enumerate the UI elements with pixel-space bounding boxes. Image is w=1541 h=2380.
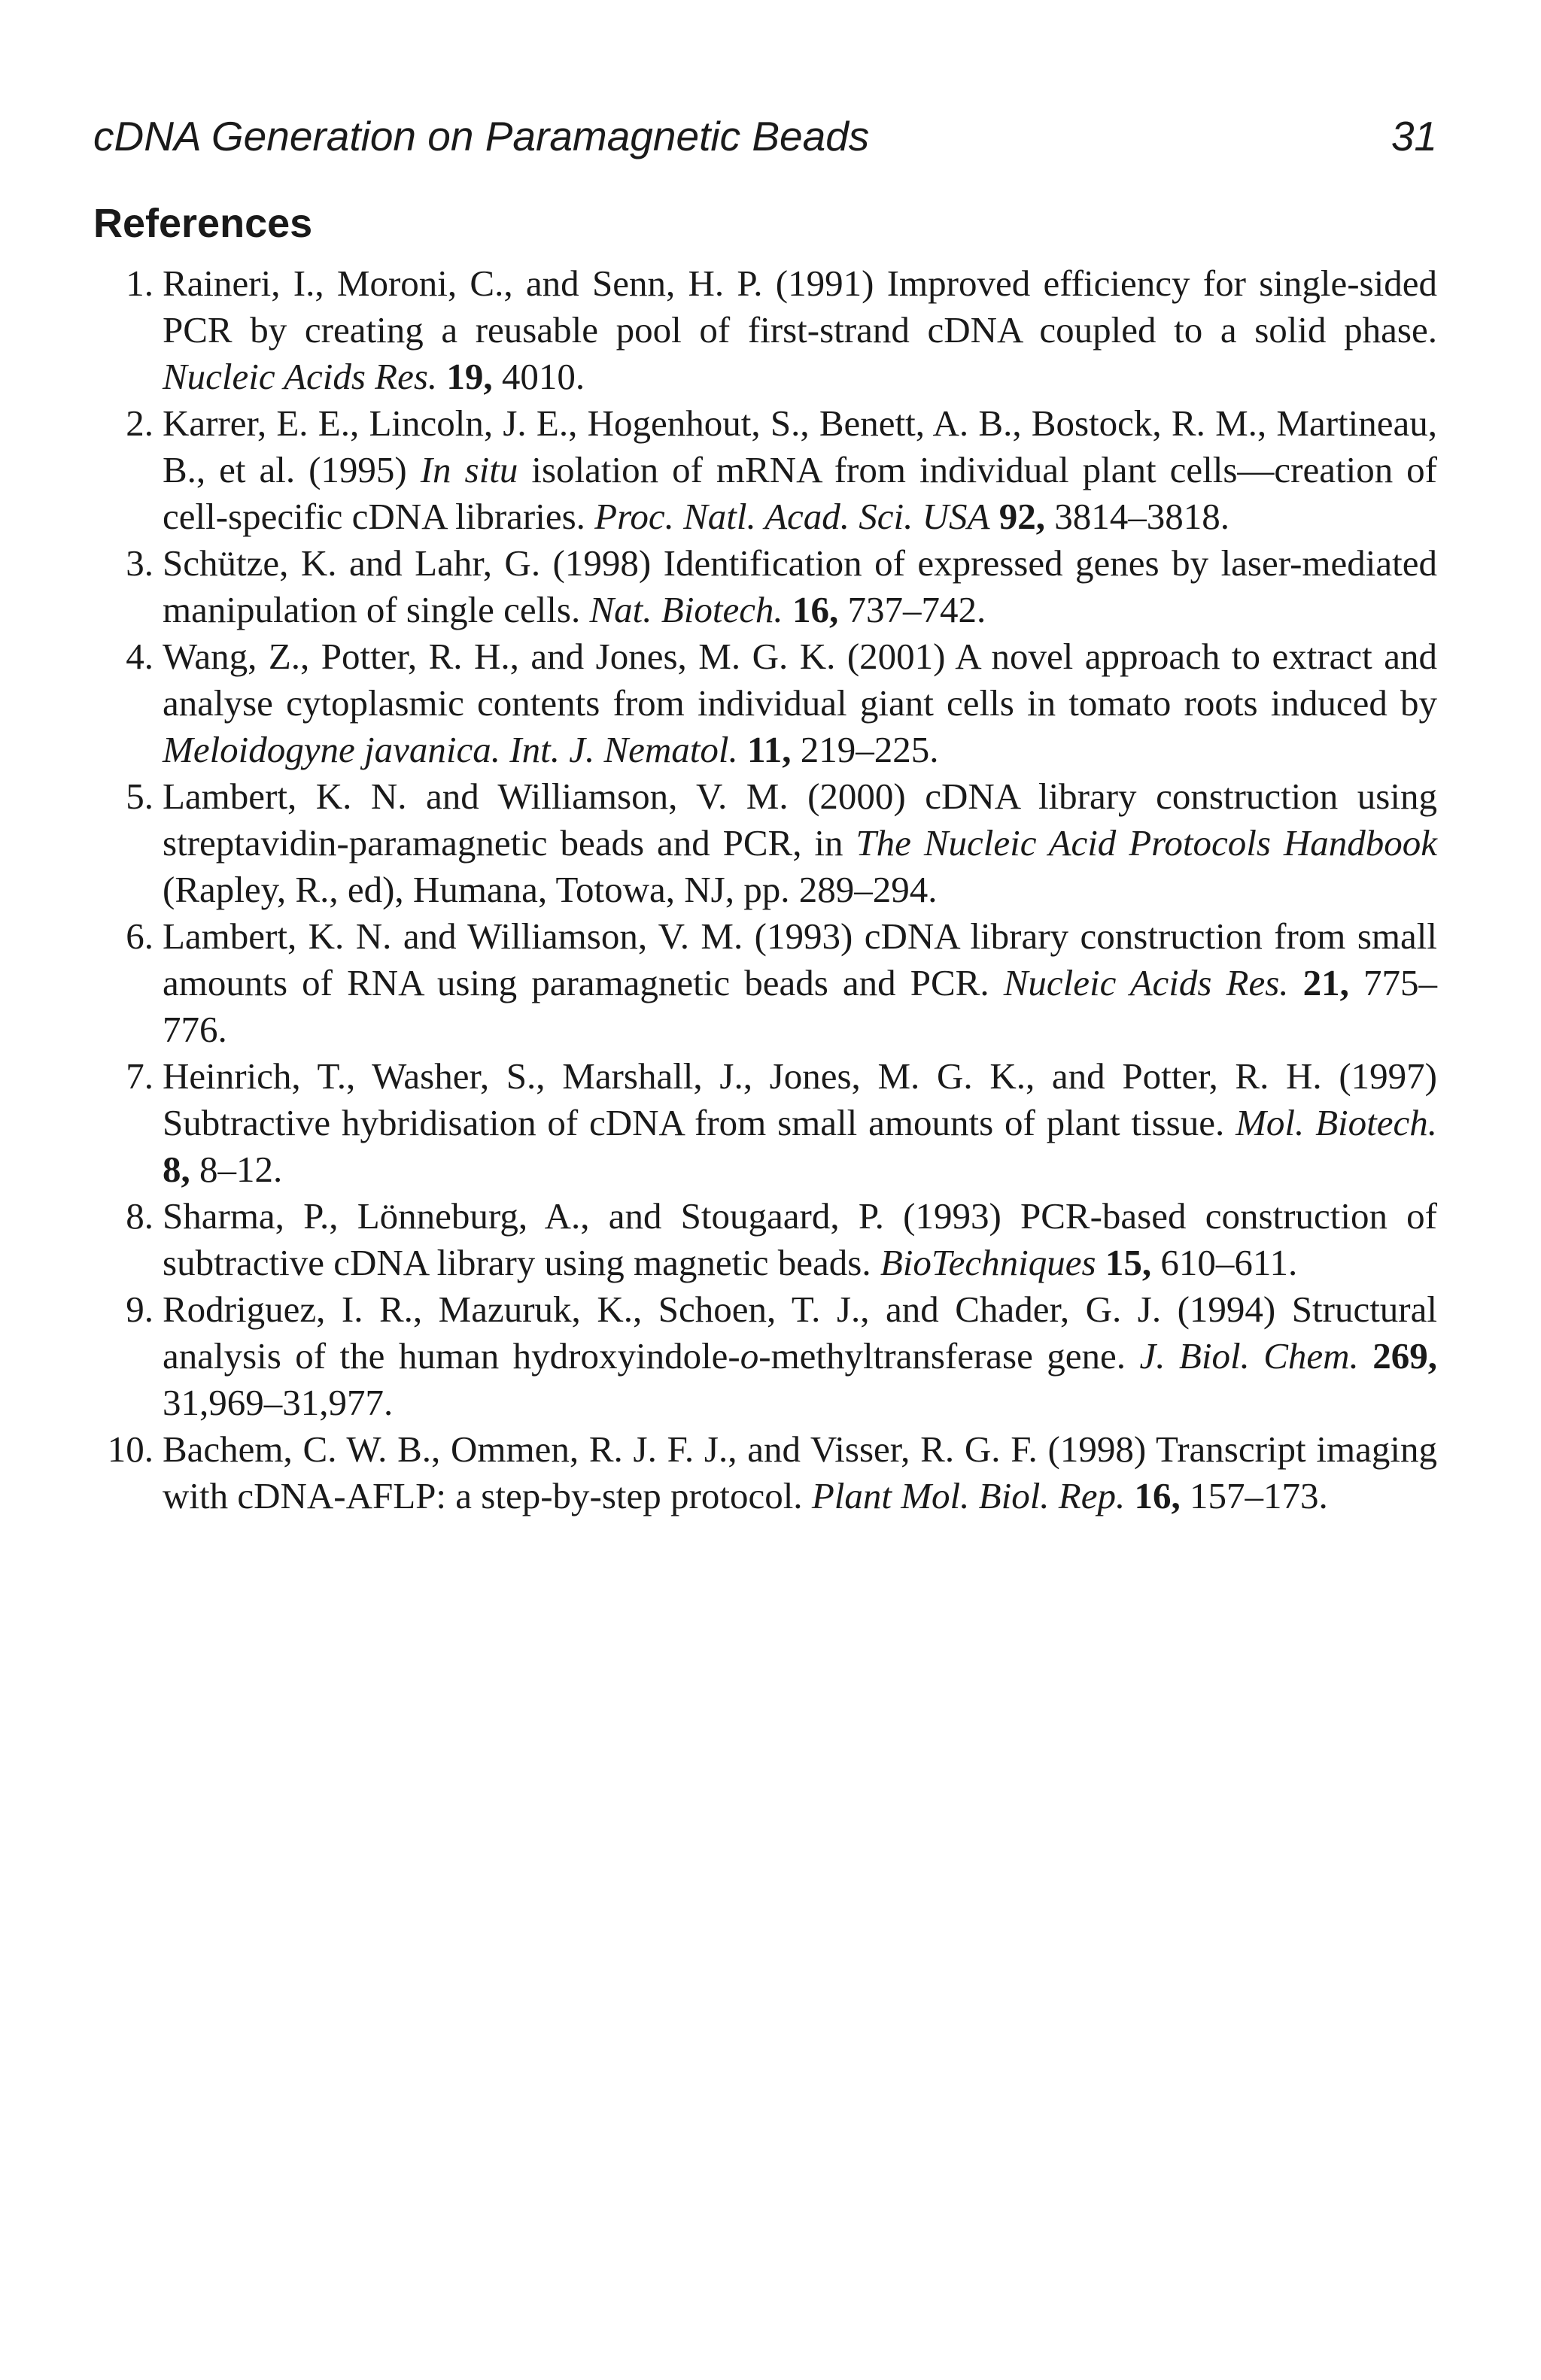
reference-italic-text: In situ [420, 449, 518, 490]
reference-segment [738, 729, 747, 770]
reference-segment: Rodriguez, I. R., Mazuruk, K., Schoen, T. J., and Chader, G. J. (1994) Structural analysis of the human hydroxyindole- [163, 1289, 1437, 1377]
reference-item [93, 773, 1437, 913]
reference-segment: -methyltransferase gene. [758, 1335, 1140, 1377]
reference-segment: Sharma, P., Lönneburg, A., and Stougaard, P. (1993) PCR-based construction of subtractive cDNA library using magnetic beads. [163, 1195, 1437, 1283]
reference-segment: 4010. [492, 356, 585, 397]
reference-text [163, 263, 1437, 397]
reference-segment [783, 589, 792, 630]
reference-text [163, 1195, 1437, 1283]
reference-segment: 157–173. [1180, 1475, 1328, 1516]
reference-list [93, 260, 1437, 1519]
reference-item [93, 633, 1437, 773]
reference-number: 4. [126, 636, 153, 677]
reference-segment: (Rapley, R., ed), Humana, Totowa, NJ, pp. 289–294. [163, 869, 938, 910]
reference-number: 7. [126, 1055, 153, 1097]
reference-segment: Heinrich, T., Washer, S., Marshall, J., Jones, M. G. K., and Potter, R. H. (1997) Subtractive hybridisation of cDNA from small amounts of plant tissue. [163, 1055, 1437, 1143]
reference-segment: Lambert, K. N. and Williamson, V. M. (2000) cDNA library construction using streptavidin-paramagnetic beads and PCR, in [163, 776, 1437, 864]
page-header [93, 110, 1437, 162]
reference-number: 9. [126, 1289, 153, 1330]
reference-segment: Wang, Z., Potter, R. H., and Jones, M. G. K. (2001) A novel approach to extract and analyse cytoplasmic contents from individual giant cells in tomato roots induced by [163, 636, 1437, 724]
reference-item [93, 260, 1437, 400]
reference-volume: 11, [747, 729, 792, 770]
reference-number: 5. [126, 776, 153, 817]
reference-segment [1096, 1242, 1105, 1283]
reference-italic-text: o [740, 1335, 759, 1377]
reference-segment: isolation of mRNA from individual plant cells—creation of cell-specific cDNA libraries. [163, 449, 1437, 537]
reference-number: 10. [107, 1428, 153, 1470]
reference-volume: 8, [163, 1149, 190, 1190]
reference-volume: 15, [1105, 1242, 1152, 1283]
reference-italic-text: Meloidogyne javanica. Int. J. Nematol. [163, 729, 738, 770]
reference-number: 3. [126, 542, 153, 584]
reference-segment: Schütze, K. and Lahr, G. (1998) Identification of expressed genes by laser-mediated manipulation of single cells. [163, 542, 1437, 630]
reference-italic-text: J. Biol. Chem. [1139, 1335, 1359, 1377]
reference-number: 8. [126, 1195, 153, 1237]
reference-segment: 8–12. [190, 1149, 283, 1190]
reference-number: 1. [126, 263, 153, 304]
reference-item [93, 1286, 1437, 1426]
reference-item [93, 1426, 1437, 1519]
page-number: 31 [1391, 113, 1437, 159]
reference-item [93, 1193, 1437, 1286]
reference-item [93, 400, 1437, 540]
reference-volume: 92, [998, 496, 1045, 537]
reference-text [163, 915, 1437, 1050]
reference-italic-text: Nucleic Acids Res. [163, 356, 438, 397]
reference-number: 2. [126, 402, 153, 444]
reference-segment [437, 356, 446, 397]
reference-volume: 16, [1134, 1475, 1181, 1516]
reference-number: 6. [126, 915, 153, 957]
reference-text [163, 1428, 1437, 1516]
reference-segment [1359, 1335, 1372, 1377]
reference-italic-text: Mol. Biotech. [1236, 1102, 1437, 1143]
reference-text [163, 402, 1437, 537]
reference-segment: 610–611. [1151, 1242, 1298, 1283]
reference-italic-text: Nat. Biotech. [589, 589, 783, 630]
reference-segment: Lambert, K. N. and Williamson, V. M. (1993) cDNA library construction from small amounts of RNA using paramagnetic beads and PCR. [163, 915, 1437, 1003]
reference-segment: Karrer, E. E., Lincoln, J. E., Hogenhout, S., Benett, A. B., Bostock, R. M., Martineau, B., et al. (1995) [163, 402, 1437, 490]
reference-italic-text: Nucleic Acids Res. [1003, 962, 1289, 1003]
reference-item [93, 540, 1437, 633]
reference-segment: 775–776. [163, 962, 1438, 1050]
reference-volume: 19, [446, 356, 493, 397]
running-title: cDNA Generation on Paramagnetic Beads [93, 113, 870, 159]
reference-item [93, 1053, 1437, 1193]
reference-italic-text: Plant Mol. Biol. Rep. [811, 1475, 1126, 1516]
reference-segment: Bachem, C. W. B., Ommen, R. J. F. J., and Visser, R. G. F. (1998) Transcript imaging with cDNA-AFLP: a step-by-step protocol. [163, 1428, 1437, 1516]
reference-segment [1125, 1475, 1134, 1516]
reference-italic-text: Proc. Natl. Acad. Sci. USA [594, 496, 990, 537]
section-heading: References [93, 201, 313, 246]
reference-volume: 16, [792, 589, 839, 630]
reference-text [163, 1289, 1437, 1423]
reference-segment [1289, 962, 1303, 1003]
reference-segment: 737–742. [838, 589, 986, 630]
reference-text [163, 636, 1437, 770]
reference-segment [989, 496, 998, 537]
reference-item [93, 913, 1437, 1053]
reference-text [163, 542, 1437, 630]
reference-volume: 269, [1372, 1335, 1437, 1377]
reference-italic-text: The Nucleic Acid Protocols Handbook [856, 822, 1437, 864]
reference-segment: 3814–3818. [1044, 496, 1229, 537]
reference-text [163, 776, 1437, 910]
reference-italic-text: BioTechniques [880, 1242, 1096, 1283]
reference-segment: 31,969–31,977. [163, 1382, 394, 1423]
reference-text [163, 1055, 1437, 1190]
reference-segment: 219–225. [791, 729, 939, 770]
reference-volume: 21, [1302, 962, 1349, 1003]
reference-segment: Raineri, I., Moroni, C., and Senn, H. P. (1991) Improved efficiency for single-sided PCR by creating a reusable pool of first-strand cDNA coupled to a solid phase. [163, 263, 1437, 351]
